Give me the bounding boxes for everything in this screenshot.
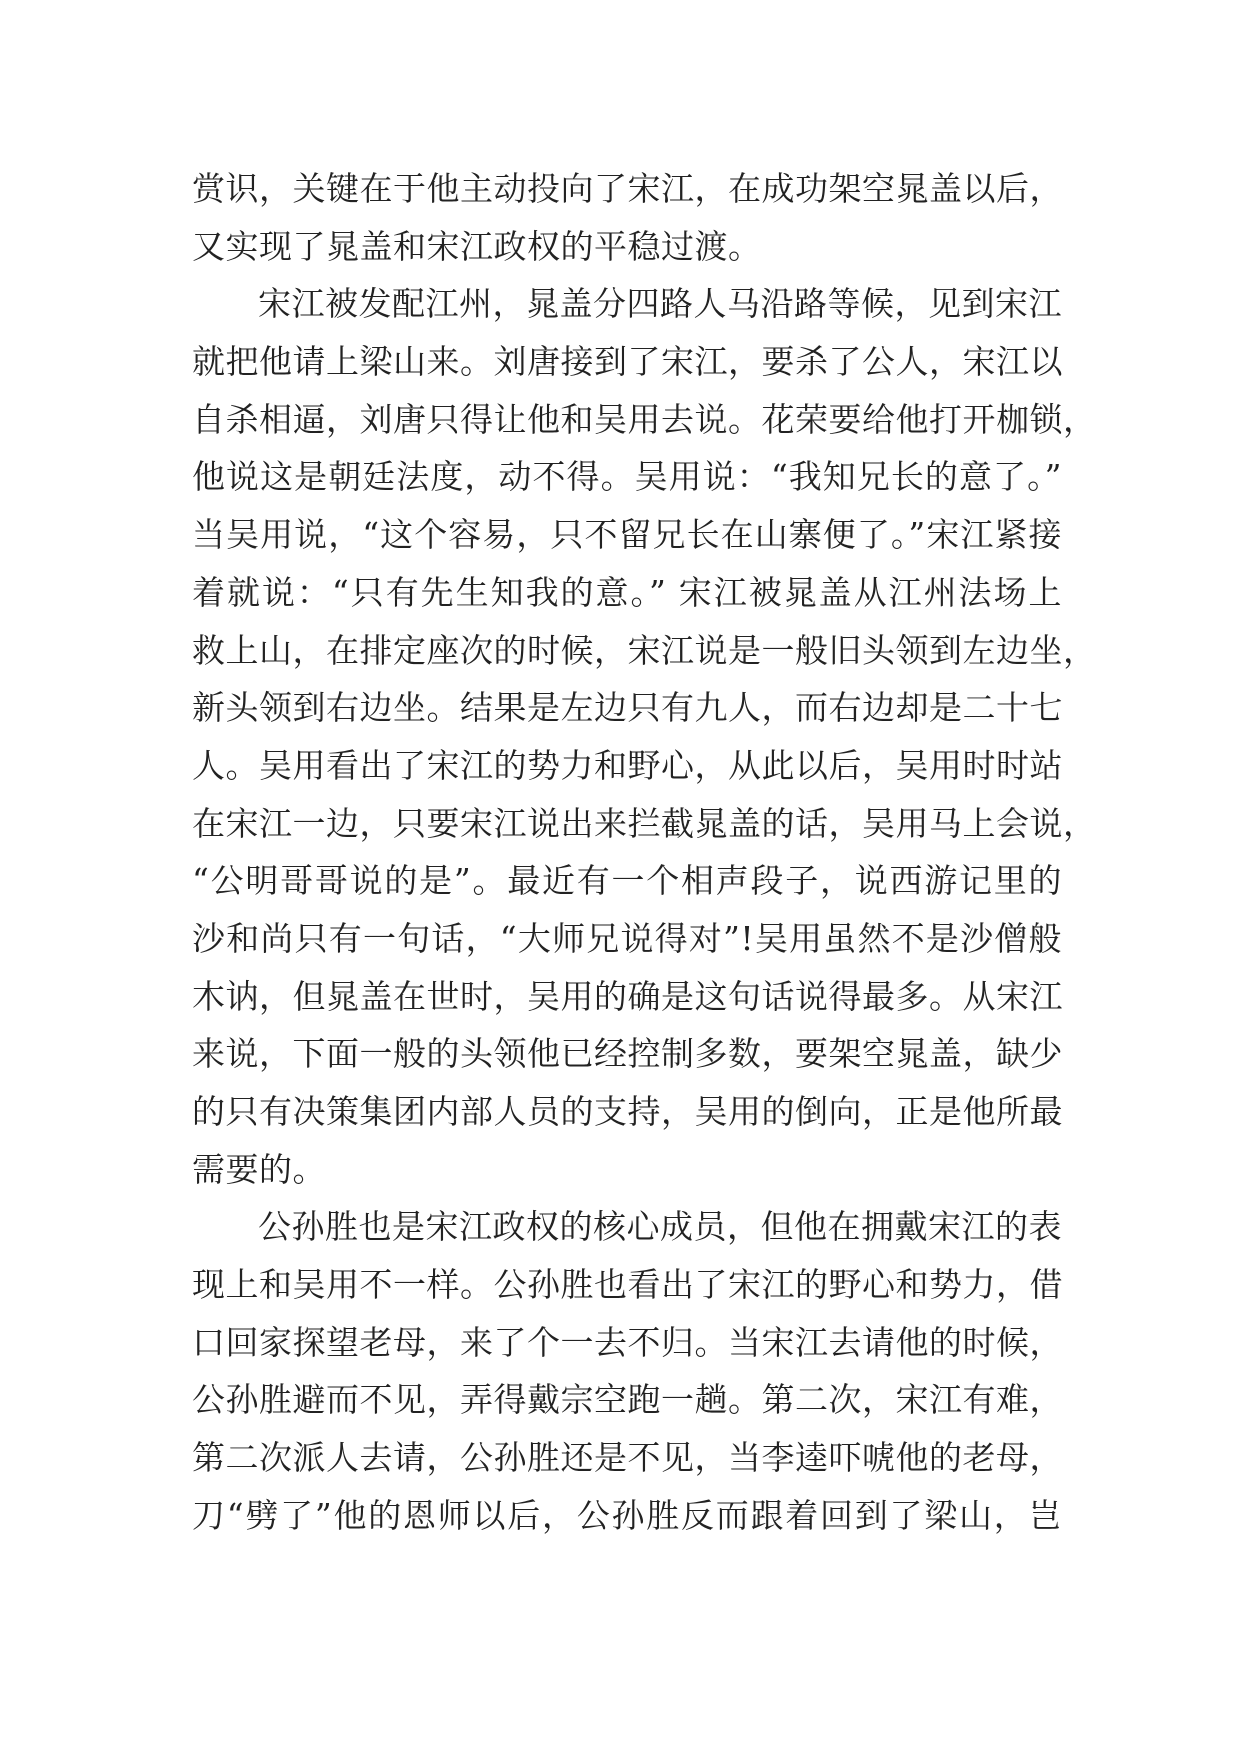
text-line: 自杀相逼，刘唐只得让他和吴用去说。花荣要给他打开枷锁， <box>192 399 1097 439</box>
paragraph-1 <box>192 160 1062 275</box>
text-line: 赏识，关键在于他主动投向了宋江，在成功架空晁盖以后， <box>192 169 1063 208</box>
paragraph-2 <box>192 275 1097 1198</box>
text-line: 宋江被发配江州，晁盖分四路人马沿路等候，见到宋江 <box>258 284 1062 324</box>
paragraph-3 <box>192 1198 1062 1544</box>
text-line: 着就说：“只有先生知我的意。” 宋江被晁盖从江州法场上 <box>192 572 1062 612</box>
text-line: 在宋江一边，只要宋江说出来拦截晁盖的话，吴用马上会说， <box>192 803 1097 843</box>
text-line: 他说这是朝廷法度，动不得。吴用说：“我知兄长的意了。” <box>192 457 1062 497</box>
text-line: 第二次派人去请，公孙胜还是不见，当李逵吓唬他的老母， <box>192 1438 1063 1478</box>
text-line: 现上和吴用不一样。公孙胜也看出了宋江的野心和势力，借 <box>192 1265 1063 1305</box>
text-line: 又实现了晁盖和宋江政权的平稳过渡。 <box>192 226 762 266</box>
text-line: “公明哥哥说的是”。最近有一个相声段子，说西游记里的 <box>192 861 1062 901</box>
text-line: 口回家探望老母，来了个一去不归。当宋江去请他的时候， <box>192 1322 1063 1362</box>
text-line: 新头领到右边坐。结果是左边只有九人，而右边却是二十七 <box>192 688 1063 728</box>
text-line: 刀“劈了”他的恩师以后，公孙胜反而跟着回到了梁山，岂 <box>192 1495 1062 1535</box>
text-line: 来说，下面一般的头领他已经控制多数，要架空晁盖，缺少 <box>192 1034 1063 1074</box>
text-line: 木讷，但晁盖在世时，吴用的确是这句话说得最多。从宋江 <box>192 976 1063 1016</box>
text-line: 公孙胜避而不见，弄得戴宗空跑一趟。第二次，宋江有难， <box>192 1380 1063 1420</box>
text-line: 沙和尚只有一句话，“大师兄说得对”!吴用虽然不是沙僧般 <box>192 918 1062 958</box>
text-line: 公孙胜也是宋江政权的核心成员，但他在拥戴宋江的表 <box>258 1207 1062 1247</box>
text-line: 人。吴用看出了宋江的势力和野心，从此以后，吴用时时站 <box>192 745 1063 785</box>
text-line: 当吴用说，“这个容易，只不留兄长在山寨便了。”宋江紧接 <box>192 515 1062 555</box>
text-line: 就把他请上梁山来。刘唐接到了宋江，要杀了公人，宋江以 <box>192 342 1063 382</box>
text-line: 救上山，在排定座次的时候，宋江说是一般旧头领到左边坐， <box>192 630 1097 670</box>
text-line: 的只有决策集团内部人员的支持，吴用的倒向，正是他所最 <box>192 1092 1063 1131</box>
body-text <box>192 160 1097 1545</box>
text-line: 需要的。 <box>192 1149 326 1189</box>
